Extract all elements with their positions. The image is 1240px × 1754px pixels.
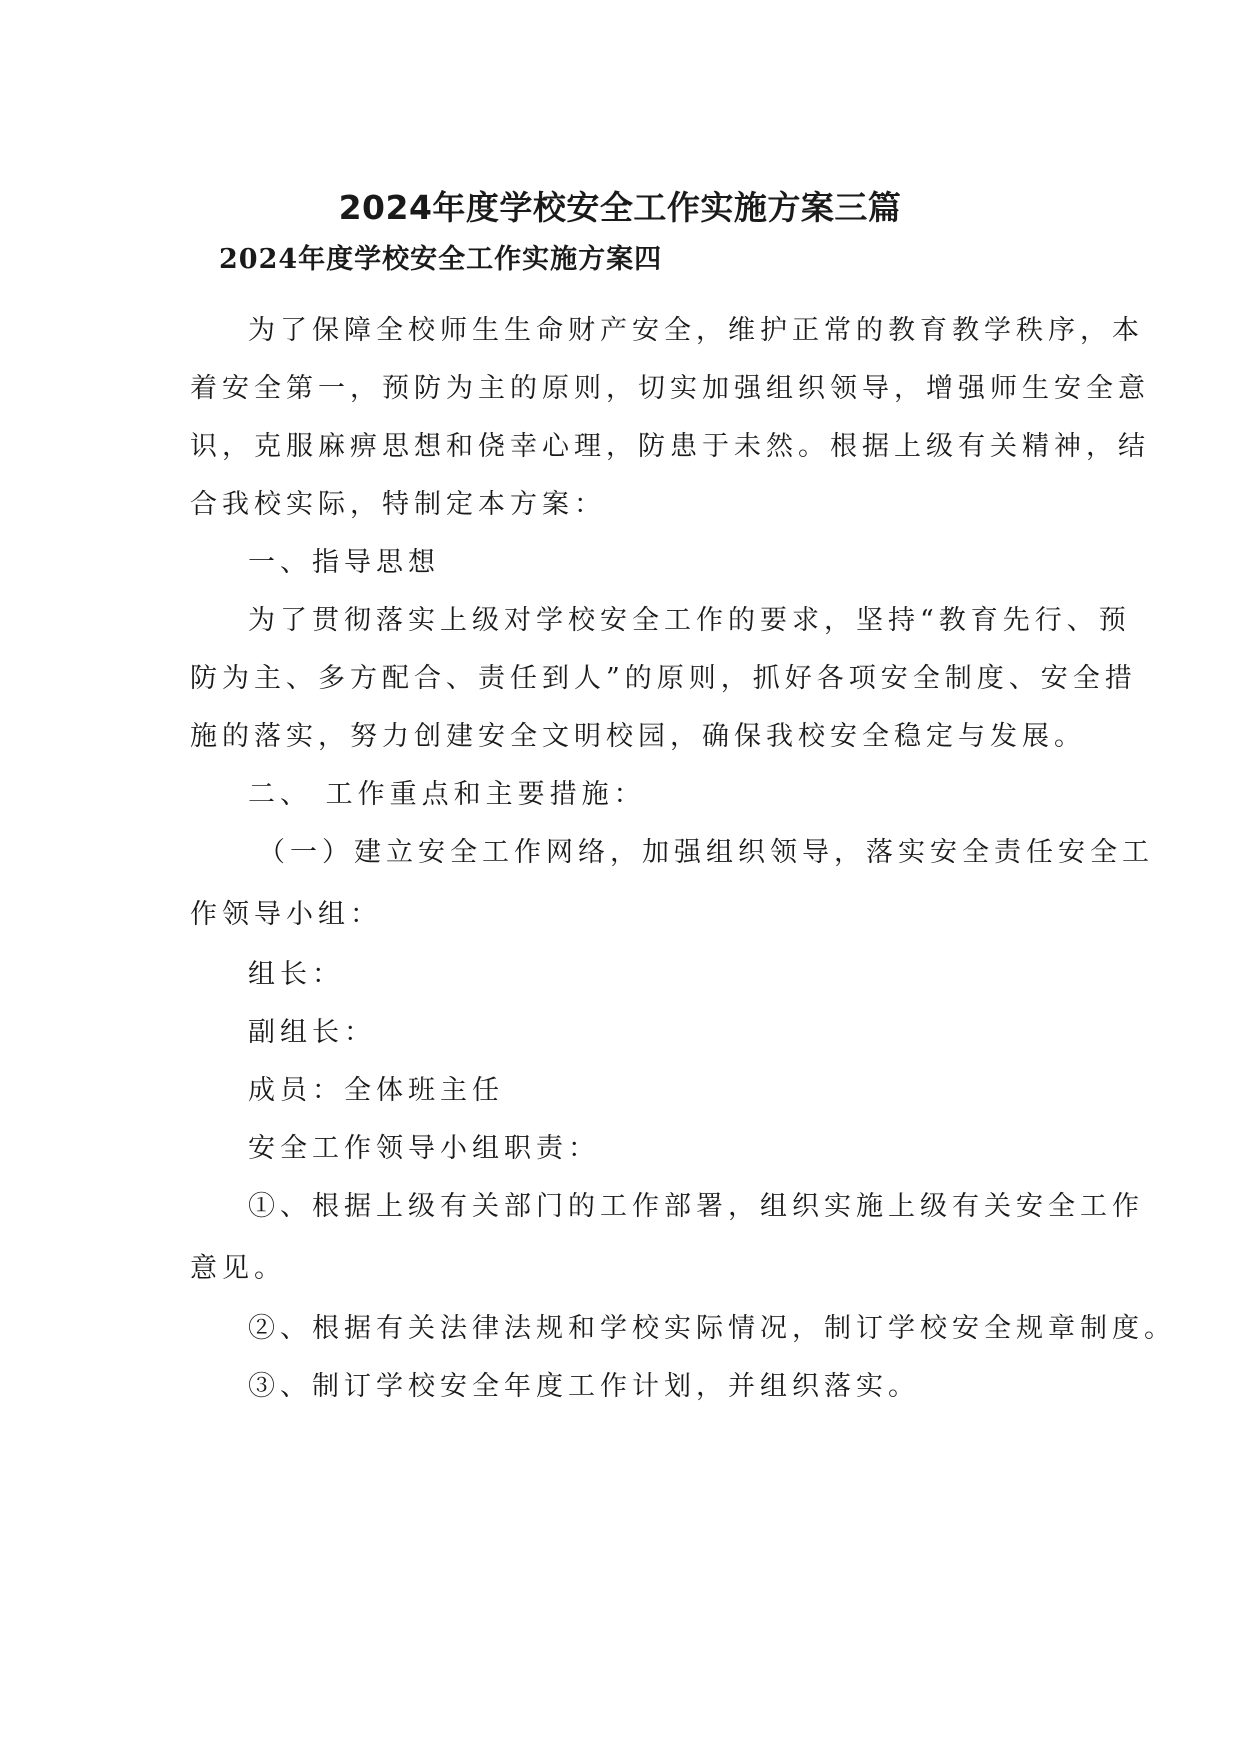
paragraph-line: ②、根据有关法律法规和学校实际情况，制订学校安全规章制度。 <box>248 1313 1176 1344</box>
section-heading: 一、指导思想 <box>248 547 440 578</box>
paragraph-line: 施的落实，努力创建安全文明校园，确保我校安全稳定与发展。 <box>190 721 1086 752</box>
paragraph-line: 为了保障全校师生生命财产安全，维护正常的教育教学秩序，本 <box>248 315 1144 346</box>
paragraph-line: ①、根据上级有关部门的工作部署，组织实施上级有关安全工作 <box>248 1191 1144 1222</box>
section-heading: 二、 工作重点和主要措施： <box>248 779 646 810</box>
list-item: 成员：全体班主任 <box>248 1075 504 1106</box>
paragraph-line: 防为主、多方配合、责任到人”的原则，抓好各项安全制度、安全措 <box>190 663 1137 694</box>
paragraph-line: 合我校实际，特制定本方案： <box>190 489 606 520</box>
list-item: 安全工作领导小组职责： <box>248 1133 600 1164</box>
paragraph-line: （一）建立安全工作网络，加强组织领导，落实安全责任安全工 <box>258 837 1154 868</box>
paragraph-line: 为了贯彻落实上级对学校安全工作的要求，坚持“教育先行、预 <box>248 605 1131 636</box>
paragraph-line: ③、制订学校安全年度工作计划，并组织落实。 <box>248 1371 920 1402</box>
paragraph-line: 着安全第一，预防为主的原则，切实加强组织领导，增强师生安全意 <box>190 373 1150 404</box>
document-subtitle: 2024年度学校安全工作实施方案四 <box>219 244 663 275</box>
list-item: 副组长： <box>248 1017 376 1048</box>
document-title: 2024年度学校安全工作实施方案三篇 <box>338 188 902 227</box>
list-item: 组长： <box>248 959 344 990</box>
paragraph-line: 识，克服麻痹思想和侥幸心理，防患于未然。根据上级有关精神，结 <box>190 431 1150 462</box>
paragraph-line: 作领导小组： <box>190 899 382 930</box>
paragraph-line: 意见。 <box>190 1253 286 1284</box>
